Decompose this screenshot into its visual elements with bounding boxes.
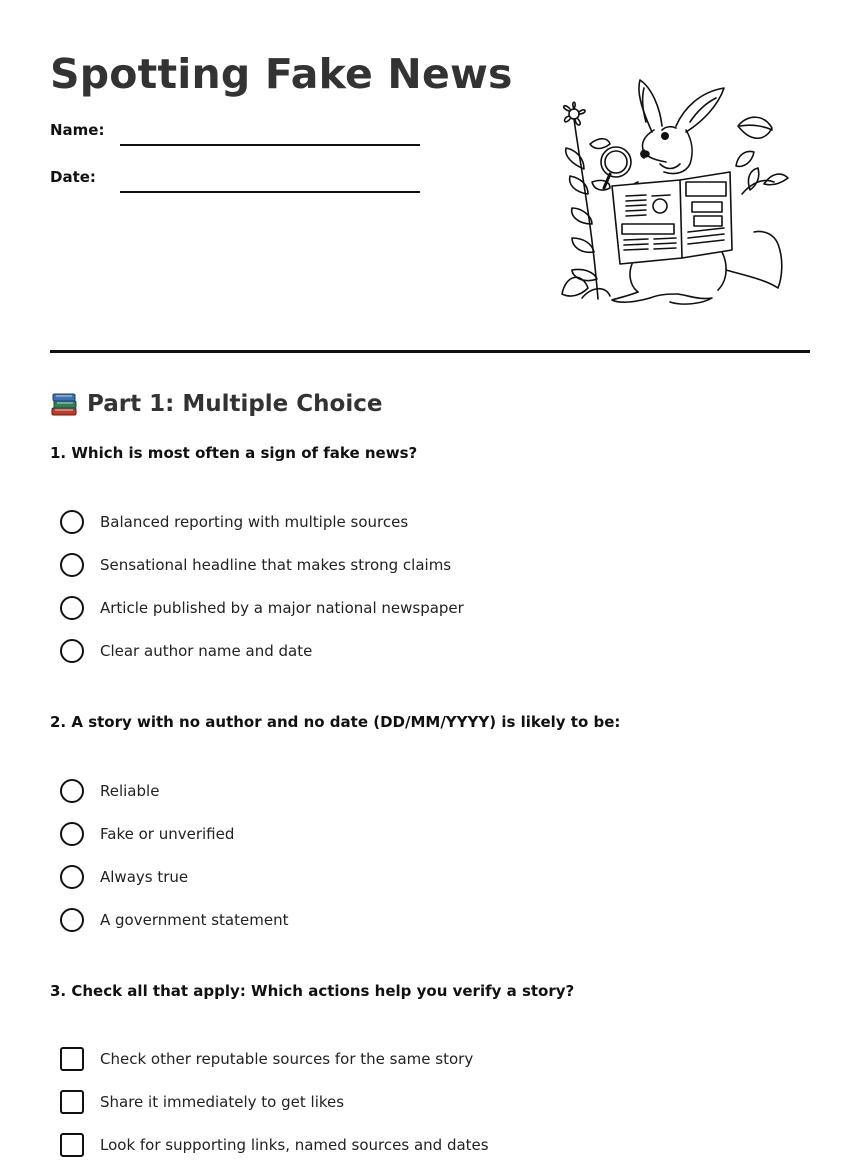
q1-option[interactable] (60, 553, 451, 577)
q3-option[interactable] (60, 1090, 344, 1114)
worksheet-header (0, 0, 860, 352)
name-field[interactable] (120, 144, 420, 146)
question-1: 1. Which is most often a sign of fake news? (50, 444, 418, 462)
radio-button[interactable] (60, 779, 84, 803)
q3-option[interactable] (60, 1133, 489, 1157)
books-icon (50, 390, 78, 418)
section-heading-part1 (50, 387, 382, 421)
q2-option[interactable] (60, 822, 234, 846)
q3-option[interactable] (60, 1047, 473, 1071)
q2-option[interactable] (60, 865, 188, 889)
radio-button[interactable] (60, 822, 84, 846)
q2-option[interactable] (60, 908, 288, 932)
checkbox[interactable] (60, 1047, 84, 1071)
option-label: Sensational headline that makes strong claims (100, 556, 452, 574)
question-2: 2. A story with no author and no date (DD/MM/YYYY) is likely to be: (50, 713, 621, 731)
checkbox[interactable] (60, 1133, 84, 1157)
date-label: Date: (50, 168, 96, 186)
option-label: Always true (100, 868, 189, 886)
option-label: Balanced reporting with multiple sources (100, 513, 409, 531)
radio-button[interactable] (60, 865, 84, 889)
date-field-row (50, 165, 430, 195)
checkbox[interactable] (60, 1090, 84, 1114)
question-3: 3. Check all that apply: Which actions help you verify a story? (50, 982, 575, 1000)
q1-option[interactable] (60, 639, 312, 663)
q2-option[interactable] (60, 779, 159, 803)
radio-button[interactable] (60, 639, 84, 663)
radio-button[interactable] (60, 596, 84, 620)
date-field[interactable] (120, 191, 420, 193)
radio-button[interactable] (60, 908, 84, 932)
option-label: Share it immediately to get likes (100, 1093, 345, 1111)
kangaroo-illustration (552, 74, 792, 308)
option-label: Fake or unverified (100, 825, 235, 843)
name-label: Name: (50, 121, 105, 139)
option-label: Clear author name and date (100, 642, 313, 660)
option-label: Reliable (100, 782, 160, 800)
option-label: A government statement (100, 911, 289, 929)
radio-button[interactable] (60, 510, 84, 534)
name-field-row (50, 118, 430, 148)
section-heading-label: Part 1: Multiple Choice (87, 391, 383, 417)
page-title: Spotting Fake News (50, 50, 513, 98)
q1-option[interactable] (60, 510, 408, 534)
option-label: Article published by a major national newspaper (100, 599, 464, 617)
section-divider (50, 350, 810, 353)
option-label: Check other reputable sources for the same story (100, 1050, 474, 1068)
q1-option[interactable] (60, 596, 464, 620)
option-label: Look for supporting links, named sources and dates (100, 1136, 489, 1154)
radio-button[interactable] (60, 553, 84, 577)
